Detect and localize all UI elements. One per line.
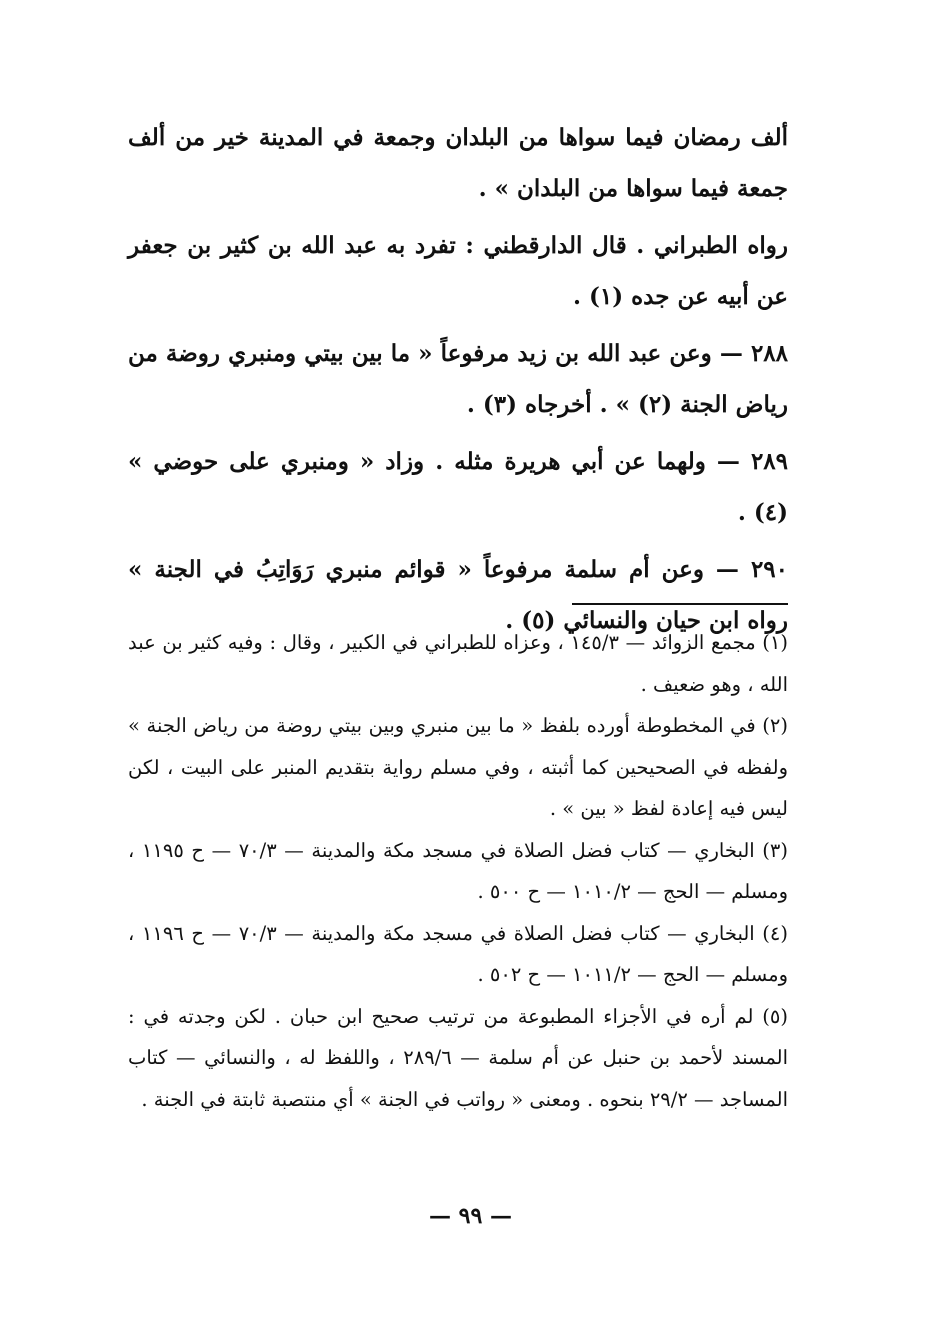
footnotes xyxy=(128,622,788,1120)
footnote-1: (١) مجمع الزوائد — ١٤٥/٣ ، وعزاه للطبراني في الكبير ، وقال : وفيه كثير بن عبد الله ، وهو ضعيف . xyxy=(128,631,788,696)
footnote-3: (٣) البخاري — كتاب فضل الصلاة في مسجد مكة والمدينة — ٧٠/٣ — ح ١١٩٥ ، ومسلم — الحج — ١٠١٠/٢ — ح ٥٠٠ . xyxy=(128,838,788,903)
page-number: — ٩٩ — xyxy=(429,1203,512,1229)
paragraph-ramadan: ألف رمضان فيما سواها من البلدان وجمعة في المدينة خير من ألف جمعة فيما سواها من البلدان » . xyxy=(128,124,788,202)
footnote-divider xyxy=(572,603,788,605)
hadith-290: ٢٩٠ — وعن أم سلمة مرفوعاً « قوائم منبري رَوَاتِبُ في الجنة » رواه ابن حيان والنسائي (٥) . xyxy=(128,556,788,634)
footnote-2: (٢) في المخطوطة أورده بلفظ « ما بين منبري وبين بيتي روضة من رياض الجنة » ولفظه في الصحيحين كما أثبته ، وفي مسلم رواية بتقديم المنبر على البيت ، لكن ليس فيه إعادة لفظ « بين » . xyxy=(128,714,788,820)
hadith-288: ٢٨٨ — وعن عبد الله بن زيد مرفوعاً « ما بين بيتي ومنبري روضة من رياض الجنة (٢) » . أخرجاه (٣) . xyxy=(128,340,788,418)
footnote-5: (٥) لم أره في الأجزاء المطبوعة من ترتيب صحيح ابن حبان . لكن وجدته في : المسند لأحمد بن حنبل عن أم سلمة — ٢٨٩/٦ ، واللفظ له ، والنسائي — كتاب المساجد — ٢٩/٢ بنحوه . ومعنى « رواتب في الجنة » أي منتصبة ثابتة في الجنة . xyxy=(128,1004,788,1111)
main-text xyxy=(128,112,788,652)
hadith-289: ٢٨٩ — ولهما عن أبي هريرة مثله . وزاد « ومنبري على حوضي » (٤) . xyxy=(128,448,788,526)
footnote-4: (٤) البخاري — كتاب فضل الصلاة في مسجد مكة والمدينة — ٧٠/٣ — ح ١١٩٦ ، ومسلم — الحج — ١٠١١/٢ — ح ٥٠٢ . xyxy=(128,921,788,986)
paragraph-tabarani: رواه الطبراني . قال الدارقطني : تفرد به عبد الله بن كثير بن جعفر عن أبيه عن جده (١) . xyxy=(128,232,788,310)
